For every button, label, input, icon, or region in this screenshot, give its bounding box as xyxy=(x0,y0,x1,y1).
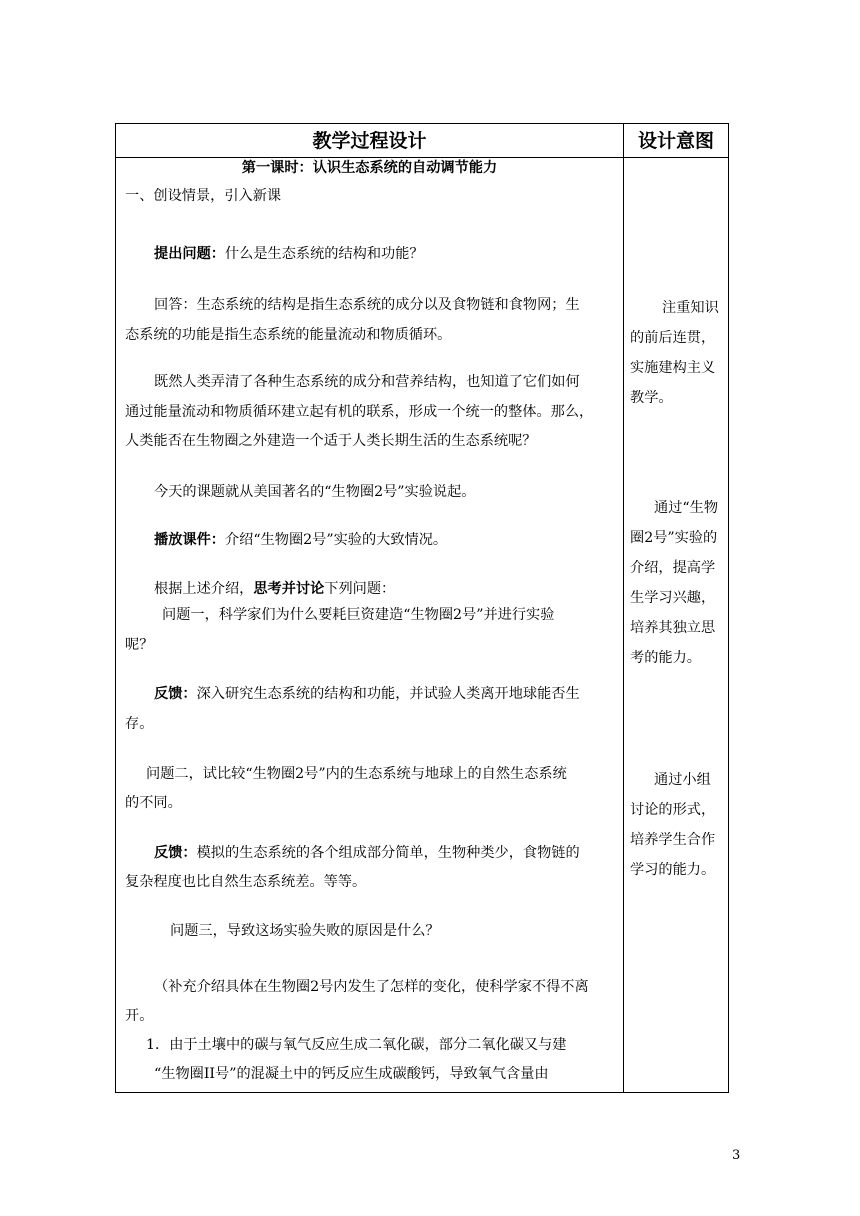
feedback-1-label: 反馈： xyxy=(154,686,197,702)
feedback-1-line-2: 存。 xyxy=(125,716,154,732)
paragraph-2-line-3: 人类能否在生物圈之外建造一个适于人类长期生活的生态系统呢？ xyxy=(125,433,537,449)
intent-1: 注重知识的前后连贯，实施建构主义教学。 xyxy=(630,300,719,406)
header-teaching-process: 教学过程设计 xyxy=(312,130,427,152)
question-1-line-1: 问题一，科学家们为什么要耗巨资建造“生物圈2号”并进行实验 xyxy=(162,607,555,623)
intent-2: 通过“生物圈2号”实验的介绍，提高学生学习兴趣，培养其独立思考的能力。 xyxy=(630,500,719,666)
design-intent-column xyxy=(624,158,728,1092)
answer-line-2: 态系统的功能是指生态系统的能量流动和物质循环。 xyxy=(125,327,452,343)
play-text: 介绍“生物圈2号”实验的大致情况。 xyxy=(224,532,448,548)
question-2-line-2: 的不同。 xyxy=(125,795,182,811)
section-heading: 一、创设情景，引入新课 xyxy=(125,188,282,204)
paragraph-2-line-1: 既然人类弄清了各种生态系统的成分和营养结构，也知道了它们如何 xyxy=(154,374,580,390)
question-1-line-2: 呢？ xyxy=(125,637,154,653)
intent-3: 通过小组讨论的形式，培养学生合作学习的能力。 xyxy=(630,772,716,878)
supplement-line-2: 开。 xyxy=(125,1008,154,1024)
question-prompt xyxy=(154,239,646,269)
teaching-process-column xyxy=(116,158,623,1092)
feedback-2-label: 反馈： xyxy=(154,845,197,861)
item-1-line-2: “生物圈II号”的混凝土中的钙反应生成碳酸钙，导致氧气含量由 xyxy=(154,1066,549,1082)
lesson-design-table xyxy=(115,123,729,1093)
feedback-2-text: 模拟的生态系统的各个组成部分简单，生物种类少，食物链的 xyxy=(196,845,580,861)
feedback-2-line-1 xyxy=(154,838,646,868)
lesson-title: 第一课时：认识生态系统的自动调节能力 xyxy=(241,160,498,176)
play-label: 播放课件： xyxy=(154,532,225,548)
question-prompt-text: 什么是生态系统的结构和功能？ xyxy=(224,246,424,262)
supplement-line-1: （补充介绍具体在生物圈2号内发生了怎样的变化，使科学家不得不离 xyxy=(154,979,589,995)
feedback-1-line-1 xyxy=(154,679,646,709)
page-number: 3 xyxy=(732,1148,741,1163)
answer-line-1: 回答：生态系统的结构是指生态系统的成分以及食物链和食物网；生 xyxy=(154,297,580,313)
question-2-line-1: 问题二，试比较“生物圈2号”内的生态系统与地球上的自然生态系统 xyxy=(146,766,567,782)
paragraph-3: 今天的课题就从美国著名的“生物圈2号”实验说起。 xyxy=(154,484,476,500)
question-prompt-label: 提出问题： xyxy=(154,246,225,262)
feedback-2-line-2: 复杂程度也比自然生态系统差。等等。 xyxy=(125,874,367,890)
discuss-suffix: 下列问题： xyxy=(324,581,396,597)
discuss-bold: 思考并讨论 xyxy=(253,581,325,597)
play-courseware xyxy=(154,525,646,555)
item-1-line-1: 1．由于土壤中的碳与氧气反应生成二氧化碳，部分二氧化碳又与建 xyxy=(146,1037,567,1053)
question-3: 问题三，导致这场实验失败的原因是什么？ xyxy=(170,923,440,939)
paragraph-2-line-2: 通过能量流动和物质循环建立起有机的联系，形成一个统一的整体。那么， xyxy=(125,404,594,420)
header-design-intent: 设计意图 xyxy=(637,130,714,152)
feedback-1-text: 深入研究生态系统的结构和功能，并试验人类离开地球能否生 xyxy=(196,686,580,702)
discuss-prefix: 根据上述介绍， xyxy=(154,581,254,597)
